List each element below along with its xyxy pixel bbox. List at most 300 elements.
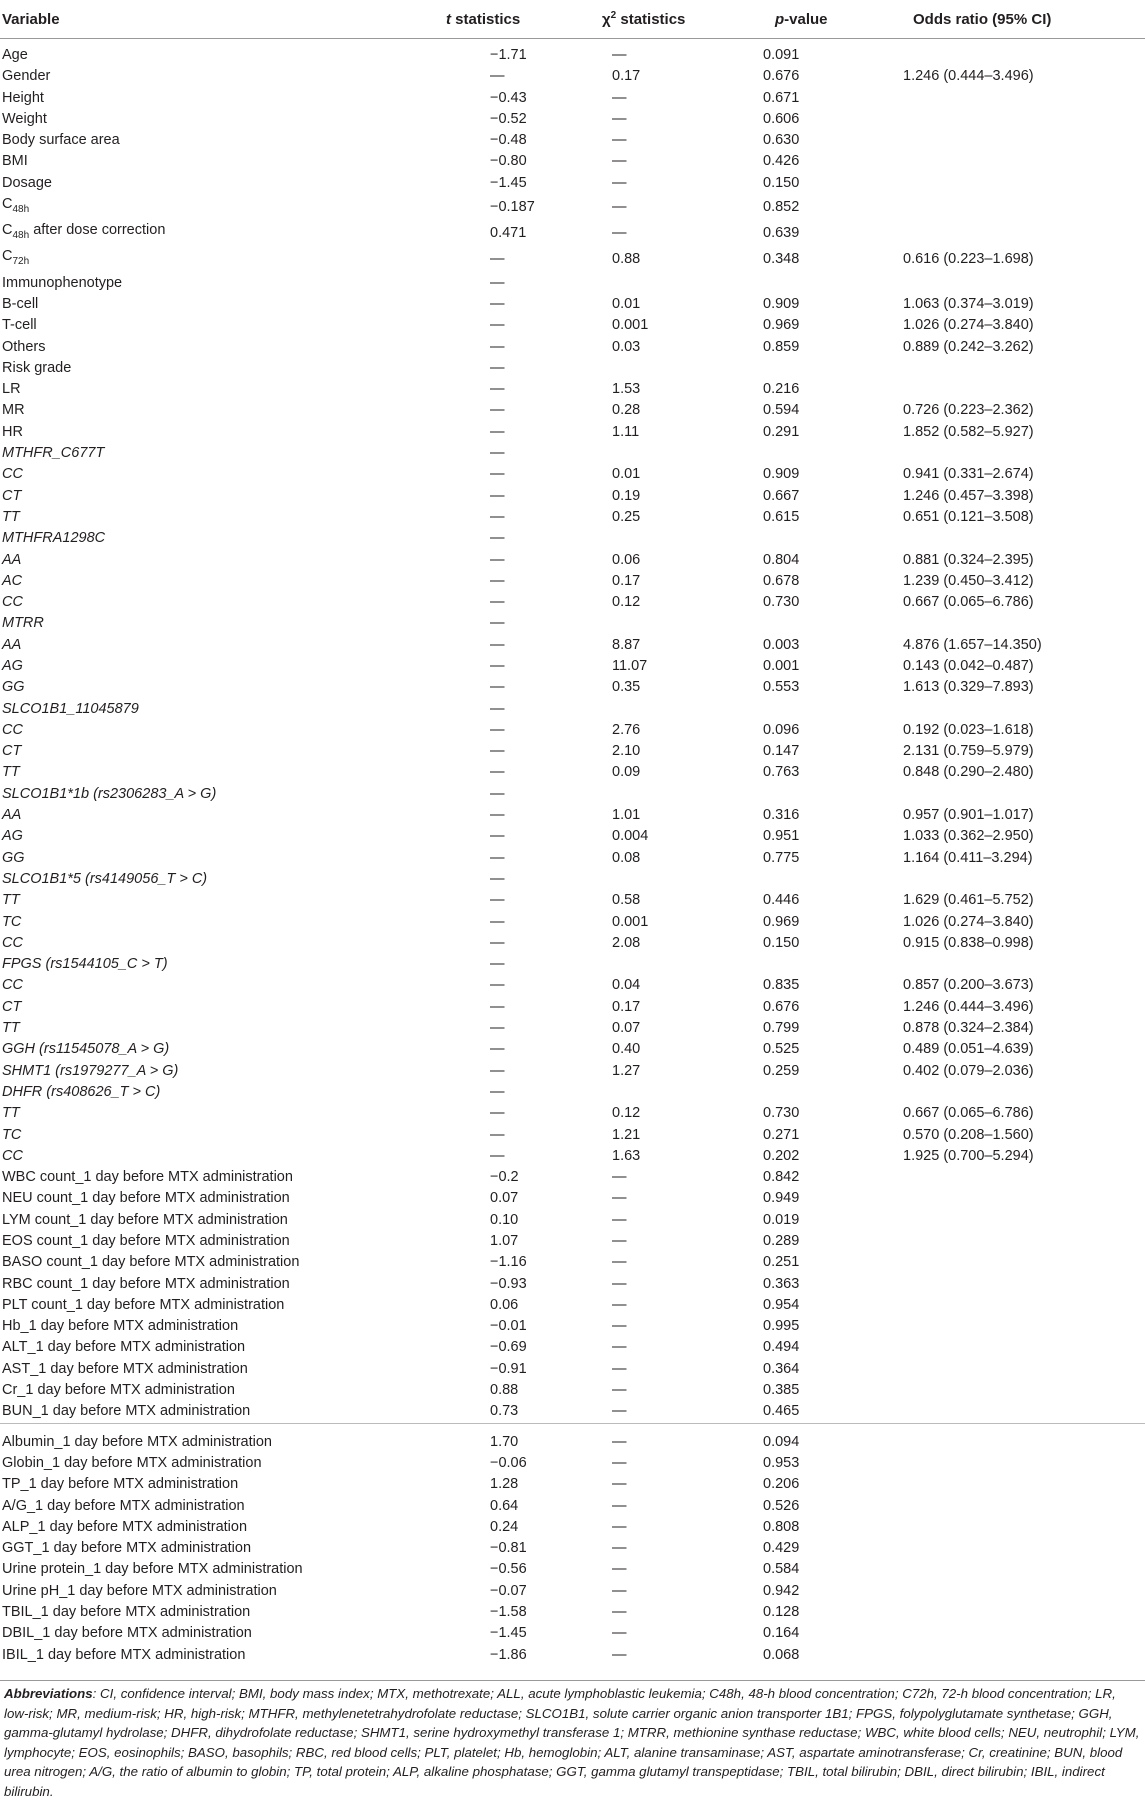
- cell-variable: MR: [2, 402, 25, 419]
- table-row: [0, 1274, 1145, 1295]
- table-row: [0, 1252, 1145, 1273]
- cell-odds-ratio: [865, 1295, 1145, 1316]
- cell-t-statistic: −0.81: [490, 1540, 527, 1557]
- cell-variable: PLT count_1 day before MTX administration: [2, 1296, 285, 1313]
- cell-p-value: 0.630: [763, 132, 800, 149]
- cell-chi-statistic: —: [612, 1476, 627, 1493]
- table-row: [0, 273, 1145, 294]
- cell-odds-ratio: [865, 358, 1145, 379]
- cell-p-value: 0.147: [763, 743, 800, 760]
- cell-odds-ratio: [865, 1231, 1145, 1252]
- cell-variable: Immunophenotype: [2, 274, 123, 291]
- cell-variable: CT: [2, 743, 22, 760]
- table-row: [0, 1337, 1145, 1358]
- cell-variable: CC: [2, 721, 23, 738]
- cell-t-statistic: —: [490, 530, 505, 547]
- cell-chi-statistic: [550, 784, 715, 805]
- table-row: [0, 1103, 1145, 1124]
- table-row: [0, 1295, 1145, 1316]
- cell-p-value: 0.363: [763, 1275, 800, 1292]
- cell-p-value: 0.348: [763, 250, 800, 267]
- cell-odds-ratio: 0.889 (0.242–3.262): [903, 338, 1034, 355]
- cell-t-statistic: —: [490, 764, 505, 781]
- table-row: [0, 826, 1145, 847]
- cell-odds-ratio: 1.852 (0.582–5.927): [903, 423, 1034, 440]
- cell-t-statistic: −0.01: [490, 1318, 527, 1335]
- cell-odds-ratio: 1.026 (0.274–3.840): [903, 913, 1034, 930]
- footnote-text: : CI, confidence interval; BMI, body mass index; MTX, methotrexate; ALL, acute lymphoblastic leukemia; C48h, 48-h blood concentration; C72h, 72-h blood concentration; LR, low-risk; MR, medium-risk; HR, high-risk; MTHFR, methylenetetrahydrofolate reductase; SLCO1B1, solute carrier organic anion transporter 1B1; FPGS, folypolyglutamate synthetase; GGH, gamma-glutamyl hydrolase; DHFR, dihydrofolate reductase; SHMT1, serine hydroxymethyl transferase 1; MTRR, methionine synthase reductase; WBC, white blood cells; NEU, neutrophil; LYM, lymphocyte; EOS, eosinophils; BASO, basophils; RBC, red blood cells; PLT, platelet; Hb, hemoglobin; ALT, alanine transaminase; AST, aspartate aminotransferase; Cr, creatinine; BUN, blood urea nitrogen; A/G, the ratio of albumin to globin; TP, total protein; ALP, alkaline phosphatase; GGT, gamma glutamyl transpeptidase; TBIL, total bilirubin; DBIL, direct bilirubin; IBIL, indirect bilirubin.: [4, 1686, 1140, 1799]
- cell-variable: Cr_1 day before MTX administration: [2, 1382, 235, 1399]
- cell-odds-ratio: [865, 1559, 1145, 1580]
- cell-odds-ratio: [865, 613, 1145, 634]
- cell-chi-statistic: —: [612, 224, 627, 241]
- cell-p-value: [715, 358, 865, 379]
- cell-variable: TT: [2, 764, 20, 781]
- cell-chi-statistic: —: [612, 153, 627, 170]
- cell-p-value: 0.842: [763, 1169, 800, 1186]
- cell-t-statistic: −1.45: [490, 1625, 527, 1642]
- cell-chi-statistic: [550, 954, 715, 975]
- cell-t-statistic: —: [490, 977, 505, 994]
- table-row: [0, 1018, 1145, 1039]
- cell-t-statistic: −1.16: [490, 1254, 527, 1271]
- cell-chi-statistic: 0.88: [612, 250, 641, 267]
- table-row: [0, 571, 1145, 592]
- table-row: [0, 1146, 1145, 1167]
- cell-p-value: 0.584: [763, 1561, 800, 1578]
- cell-odds-ratio: [865, 1380, 1145, 1401]
- footnote: [4, 1684, 1140, 1802]
- cell-variable: CC: [2, 1147, 23, 1164]
- cell-odds-ratio: 1.246 (0.444–3.496): [903, 998, 1034, 1015]
- cell-chi-statistic: 0.12: [612, 1105, 641, 1122]
- cell-p-value: 0.763: [763, 764, 800, 781]
- cell-variable: AA: [2, 636, 22, 653]
- cell-chi-statistic: —: [612, 1561, 627, 1578]
- cell-p-value: 0.526: [763, 1497, 800, 1514]
- table-row: [0, 784, 1145, 805]
- cell-odds-ratio: [865, 1645, 1145, 1666]
- cell-variable: Albumin_1 day before MTX administration: [2, 1433, 272, 1450]
- cell-t-statistic: —: [490, 551, 505, 568]
- cell-chi-statistic: 2.10: [612, 743, 641, 760]
- cell-chi-statistic: 0.01: [612, 295, 641, 312]
- table-row: [0, 848, 1145, 869]
- cell-chi-statistic: 0.12: [612, 594, 641, 611]
- cell-p-value: 0.730: [763, 594, 800, 611]
- table-row: [0, 1432, 1145, 1453]
- cell-chi-statistic: —: [612, 1296, 627, 1313]
- cell-t-statistic: —: [490, 274, 505, 291]
- cell-odds-ratio: 0.878 (0.324–2.384): [903, 1020, 1034, 1037]
- cell-chi-statistic: 1.27: [612, 1062, 641, 1079]
- cell-p-value: 0.429: [763, 1540, 800, 1557]
- cell-odds-ratio: 1.033 (0.362–2.950): [903, 828, 1034, 845]
- table-row: [0, 1401, 1145, 1423]
- cell-chi-statistic: 0.001: [612, 913, 649, 930]
- cell-variable: Age: [2, 47, 28, 63]
- cell-t-statistic: —: [490, 317, 505, 334]
- cell-odds-ratio: 0.616 (0.223–1.698): [903, 250, 1034, 267]
- cell-t-statistic: —: [490, 381, 505, 398]
- cell-variable: GGT_1 day before MTX administration: [2, 1540, 252, 1557]
- table-row: [0, 1188, 1145, 1209]
- cell-t-statistic: 0.10: [490, 1211, 519, 1228]
- cell-p-value: 0.003: [763, 636, 800, 653]
- cell-t-statistic: —: [490, 700, 505, 717]
- cell-odds-ratio: 0.957 (0.901–1.017): [903, 807, 1034, 824]
- cell-t-statistic: —: [490, 1062, 505, 1079]
- cell-p-value: 0.494: [763, 1339, 800, 1356]
- cell-p-value: 0.525: [763, 1041, 800, 1058]
- cell-p-value: 0.426: [763, 153, 800, 170]
- table-row: [0, 613, 1145, 634]
- table-row: [0, 1453, 1145, 1474]
- table-row: [0, 337, 1145, 358]
- cell-odds-ratio: 0.651 (0.121–3.508): [903, 508, 1034, 525]
- cell-variable: Urine protein_1 day before MTX administration: [2, 1561, 303, 1578]
- table-row: [0, 635, 1145, 656]
- table-row: [0, 1231, 1145, 1252]
- table-row: [0, 130, 1145, 151]
- table-row: [0, 39, 1145, 67]
- cell-variable: HR: [2, 423, 23, 440]
- cell-t-statistic: −0.69: [490, 1339, 527, 1356]
- table-row: [0, 443, 1145, 464]
- cell-chi-statistic: 0.004: [612, 828, 649, 845]
- cell-chi-statistic: [550, 273, 715, 294]
- cell-odds-ratio: [865, 109, 1145, 130]
- cell-t-statistic: 0.24: [490, 1518, 519, 1535]
- cell-odds-ratio: 0.143 (0.042–0.487): [903, 657, 1034, 674]
- cell-t-statistic: 0.73: [490, 1403, 519, 1420]
- cell-variable: TT: [2, 1020, 20, 1037]
- cell-odds-ratio: 0.667 (0.065–6.786): [903, 1105, 1034, 1122]
- cell-t-statistic: —: [490, 785, 505, 802]
- cell-odds-ratio: 0.941 (0.331–2.674): [903, 466, 1034, 483]
- cell-p-value: 0.951: [763, 828, 800, 845]
- table-row: [0, 699, 1145, 720]
- table-row: [0, 88, 1145, 109]
- cell-t-statistic: —: [490, 445, 505, 462]
- table-row: [0, 954, 1145, 975]
- cell-chi-statistic: —: [612, 1254, 627, 1271]
- table-row: [0, 379, 1145, 400]
- cell-chi-statistic: —: [612, 1360, 627, 1377]
- cell-p-value: 0.385: [763, 1382, 800, 1399]
- cell-variable: TC: [2, 1126, 22, 1143]
- cell-variable: Body surface area: [2, 132, 120, 149]
- cell-p-value: 0.150: [763, 934, 800, 951]
- cell-variable: CT: [2, 998, 22, 1015]
- table-row: [0, 805, 1145, 826]
- cell-variable: GGH (rs11545078_A > G): [2, 1041, 170, 1058]
- table-row: [0, 422, 1145, 443]
- cell-chi-statistic: —: [612, 132, 627, 149]
- cell-t-statistic: —: [490, 295, 505, 312]
- cell-p-value: 0.678: [763, 572, 800, 589]
- cell-p-value: 0.954: [763, 1296, 800, 1313]
- cell-variable: MTHFR_C677T: [2, 445, 105, 462]
- cell-variable: GG: [2, 849, 25, 866]
- cell-t-statistic: —: [490, 250, 505, 267]
- cell-odds-ratio: [865, 1474, 1145, 1495]
- cell-variable: TC: [2, 913, 22, 930]
- cell-chi-statistic: 0.01: [612, 466, 641, 483]
- table-row: [0, 1538, 1145, 1559]
- cell-variable: RBC count_1 day before MTX administration: [2, 1275, 290, 1292]
- cell-variable: A/G_1 day before MTX administration: [2, 1497, 245, 1514]
- cell-p-value: 0.259: [763, 1062, 800, 1079]
- cell-variable: BUN_1 day before MTX administration: [2, 1403, 251, 1420]
- cell-variable: NEU count_1 day before MTX administration: [2, 1190, 290, 1207]
- cell-chi-statistic: 2.76: [612, 721, 641, 738]
- cell-odds-ratio: [865, 1496, 1145, 1517]
- cell-variable: AG: [2, 657, 23, 674]
- cell-odds-ratio: 1.925 (0.700–5.294): [903, 1147, 1034, 1164]
- cell-variable: $C_{48h}$: [2, 196, 30, 215]
- cell-t-statistic: −1.45: [490, 174, 527, 191]
- table-row: [0, 1061, 1145, 1082]
- cell-p-value: 0.150: [763, 174, 800, 191]
- cell-odds-ratio: [865, 130, 1145, 151]
- cell-chi-statistic: —: [612, 1382, 627, 1399]
- cell-chi-statistic: 0.04: [612, 977, 641, 994]
- cell-variable: CC: [2, 977, 23, 994]
- cell-chi-statistic: —: [612, 89, 627, 106]
- table-row: [0, 997, 1145, 1018]
- cell-p-value: 0.594: [763, 402, 800, 419]
- cell-odds-ratio: 0.667 (0.065–6.786): [903, 594, 1034, 611]
- cell-chi-statistic: 0.03: [612, 338, 641, 355]
- table-row: [0, 1602, 1145, 1623]
- cell-p-value: 0.969: [763, 317, 800, 334]
- table-row: [0, 933, 1145, 954]
- table-row: [0, 507, 1145, 528]
- cell-p-value: [715, 443, 865, 464]
- cell-t-statistic: —: [490, 1147, 505, 1164]
- cell-t-statistic: —: [490, 1083, 505, 1100]
- table-row: [0, 1623, 1145, 1644]
- cell-t-statistic: —: [490, 402, 505, 419]
- cell-chi-statistic: [550, 869, 715, 890]
- cell-odds-ratio: 1.063 (0.374–3.019): [903, 295, 1034, 312]
- cell-odds-ratio: [865, 1252, 1145, 1273]
- table-row: [0, 975, 1145, 996]
- header-odds-ratio: Odds ratio (95% CI): [865, 0, 1145, 39]
- cell-p-value: [715, 528, 865, 549]
- cell-odds-ratio: 0.489 (0.051–4.639): [903, 1041, 1034, 1058]
- table-row: [0, 1082, 1145, 1103]
- cell-chi-statistic: [550, 443, 715, 464]
- cell-p-value: 0.909: [763, 295, 800, 312]
- cell-chi-statistic: —: [612, 1433, 627, 1450]
- cell-p-value: 0.289: [763, 1233, 800, 1249]
- cell-p-value: 0.316: [763, 807, 800, 824]
- cell-variable: BASO count_1 day before MTX administration: [2, 1254, 300, 1271]
- cell-odds-ratio: [865, 954, 1145, 975]
- cell-variable: IBIL_1 day before MTX administration: [2, 1646, 246, 1663]
- table-row: [0, 550, 1145, 571]
- cell-odds-ratio: [865, 220, 1145, 246]
- cell-t-statistic: —: [490, 657, 505, 674]
- cell-chi-statistic: 2.08: [612, 934, 641, 951]
- table-row: [0, 869, 1145, 890]
- cell-t-statistic: 0.07: [490, 1190, 519, 1207]
- cell-variable: Risk grade: [2, 359, 72, 376]
- footnote-label: Abbreviations: [4, 1686, 93, 1701]
- cell-p-value: 0.909: [763, 466, 800, 483]
- cell-chi-statistic: 0.58: [612, 892, 641, 909]
- cell-t-statistic: —: [490, 679, 505, 696]
- cell-variable: GG: [2, 679, 25, 696]
- cell-p-value: 0.804: [763, 551, 800, 568]
- table-row: [0, 220, 1145, 246]
- cell-t-statistic: —: [490, 807, 505, 824]
- table-row: [0, 1559, 1145, 1580]
- cell-variable: LR: [2, 381, 21, 398]
- cell-variable: Dosage: [2, 174, 52, 191]
- table-row: [0, 1517, 1145, 1538]
- cell-t-statistic: —: [490, 721, 505, 738]
- cell-t-statistic: 1.28: [490, 1476, 519, 1493]
- cell-odds-ratio: [865, 528, 1145, 549]
- cell-variable: B-cell: [2, 295, 39, 312]
- table-row: [0, 246, 1145, 272]
- cell-chi-statistic: —: [612, 1339, 627, 1356]
- cell-chi-statistic: —: [612, 1403, 627, 1420]
- cell-chi-statistic: —: [612, 1233, 627, 1249]
- cell-chi-statistic: 0.07: [612, 1020, 641, 1037]
- cell-variable: T-cell: [2, 317, 37, 334]
- cell-t-statistic: −0.187: [490, 198, 535, 215]
- table-row: [0, 315, 1145, 336]
- cell-p-value: [715, 954, 865, 975]
- cell-chi-statistic: 1.53: [612, 381, 641, 398]
- cell-odds-ratio: [865, 1316, 1145, 1337]
- section-divider: [0, 1423, 1145, 1432]
- cell-odds-ratio: [865, 1602, 1145, 1623]
- table-header: [0, 0, 1145, 39]
- table-row: [0, 464, 1145, 485]
- cell-t-statistic: −0.93: [490, 1275, 527, 1292]
- cell-chi-statistic: —: [612, 1454, 627, 1471]
- table-row: [0, 358, 1145, 379]
- table-row: [0, 294, 1145, 315]
- cell-chi-statistic: 11.07: [612, 657, 648, 674]
- table-row: [0, 656, 1145, 677]
- cell-t-statistic: 0.471: [490, 224, 527, 241]
- cell-p-value: 0.676: [763, 68, 800, 85]
- cell-p-value: 0.216: [763, 381, 800, 398]
- cell-variable: AA: [2, 551, 22, 568]
- cell-p-value: 0.202: [763, 1147, 800, 1164]
- cell-t-statistic: —: [490, 998, 505, 1015]
- cell-odds-ratio: [865, 1337, 1145, 1358]
- cell-variable: LYM count_1 day before MTX administration: [2, 1211, 288, 1228]
- cell-variable: ALP_1 day before MTX administration: [2, 1518, 248, 1535]
- cell-odds-ratio: 0.848 (0.290–2.480): [903, 764, 1034, 781]
- table-row: [0, 741, 1145, 762]
- cell-chi-statistic: 0.40: [612, 1041, 641, 1058]
- cell-p-value: 0.094: [763, 1433, 800, 1450]
- cell-odds-ratio: [865, 699, 1145, 720]
- cell-t-statistic: −0.2: [490, 1169, 519, 1186]
- cell-t-statistic: −0.91: [490, 1360, 527, 1377]
- cell-p-value: 0.251: [763, 1254, 800, 1271]
- cell-variable: AST_1 day before MTX administration: [2, 1360, 248, 1377]
- cell-p-value: 0.835: [763, 977, 800, 994]
- cell-chi-statistic: —: [612, 1190, 627, 1207]
- cell-t-statistic: —: [490, 1020, 505, 1037]
- cell-p-value: 0.859: [763, 338, 800, 355]
- cell-odds-ratio: 0.881 (0.324–2.395): [903, 551, 1034, 568]
- cell-variable: Gender: [2, 68, 51, 85]
- cell-p-value: 0.775: [763, 849, 800, 866]
- cell-p-value: 0.206: [763, 1476, 800, 1493]
- cell-t-statistic: −0.56: [490, 1561, 527, 1578]
- cell-chi-statistic: —: [612, 1582, 627, 1599]
- cell-chi-statistic: —: [612, 1169, 627, 1186]
- table-row: [0, 400, 1145, 421]
- table-row: [0, 1474, 1145, 1495]
- table-body: [0, 39, 1145, 1666]
- cell-chi-statistic: 1.63: [612, 1147, 641, 1164]
- cell-variable: BMI: [2, 153, 28, 170]
- cell-t-statistic: —: [490, 68, 505, 85]
- cell-odds-ratio: 1.246 (0.444–3.496): [903, 68, 1034, 85]
- cell-odds-ratio: 0.726 (0.223–2.362): [903, 402, 1034, 419]
- table-row: [0, 1581, 1145, 1602]
- cell-chi-statistic: 1.11: [612, 423, 640, 440]
- cell-odds-ratio: 2.131 (0.759–5.979): [903, 743, 1034, 760]
- cell-t-statistic: —: [490, 1041, 505, 1058]
- cell-chi-statistic: 0.17: [612, 572, 641, 589]
- cell-variable: CT: [2, 487, 22, 504]
- cell-chi-statistic: —: [612, 174, 627, 191]
- table-row: [0, 1359, 1145, 1380]
- table-row: [0, 762, 1145, 783]
- table-row: [0, 1496, 1145, 1517]
- cell-chi-statistic: 0.09: [612, 764, 641, 781]
- table-row: [0, 1125, 1145, 1146]
- cell-t-statistic: —: [490, 892, 505, 909]
- cell-variable: AG: [2, 828, 23, 845]
- cell-p-value: 0.364: [763, 1360, 800, 1377]
- cell-chi-statistic: [550, 1082, 715, 1103]
- cell-t-statistic: −0.80: [490, 153, 527, 170]
- cell-t-statistic: —: [490, 572, 505, 589]
- cell-odds-ratio: 1.026 (0.274–3.840): [903, 317, 1034, 334]
- cell-p-value: 0.291: [763, 423, 800, 440]
- cell-t-statistic: —: [490, 615, 505, 632]
- cell-variable: TP_1 day before MTX administration: [2, 1476, 239, 1493]
- cell-odds-ratio: 0.402 (0.079–2.036): [903, 1062, 1034, 1079]
- cell-variable: TT: [2, 892, 20, 909]
- cell-chi-statistic: —: [612, 47, 627, 63]
- cell-variable: $C_{72h}$: [2, 248, 30, 268]
- cell-t-statistic: 1.07: [490, 1233, 519, 1249]
- cell-variable: Globin_1 day before MTX administration: [2, 1454, 262, 1471]
- cell-t-statistic: —: [490, 743, 505, 760]
- cell-chi-statistic: 8.87: [612, 636, 641, 653]
- cell-chi-statistic: —: [612, 1540, 627, 1557]
- cell-t-statistic: —: [490, 870, 505, 887]
- cell-variable: Height: [2, 89, 44, 106]
- cell-p-value: 0.667: [763, 487, 800, 504]
- cell-t-statistic: —: [490, 636, 505, 653]
- cell-p-value: 0.553: [763, 679, 800, 696]
